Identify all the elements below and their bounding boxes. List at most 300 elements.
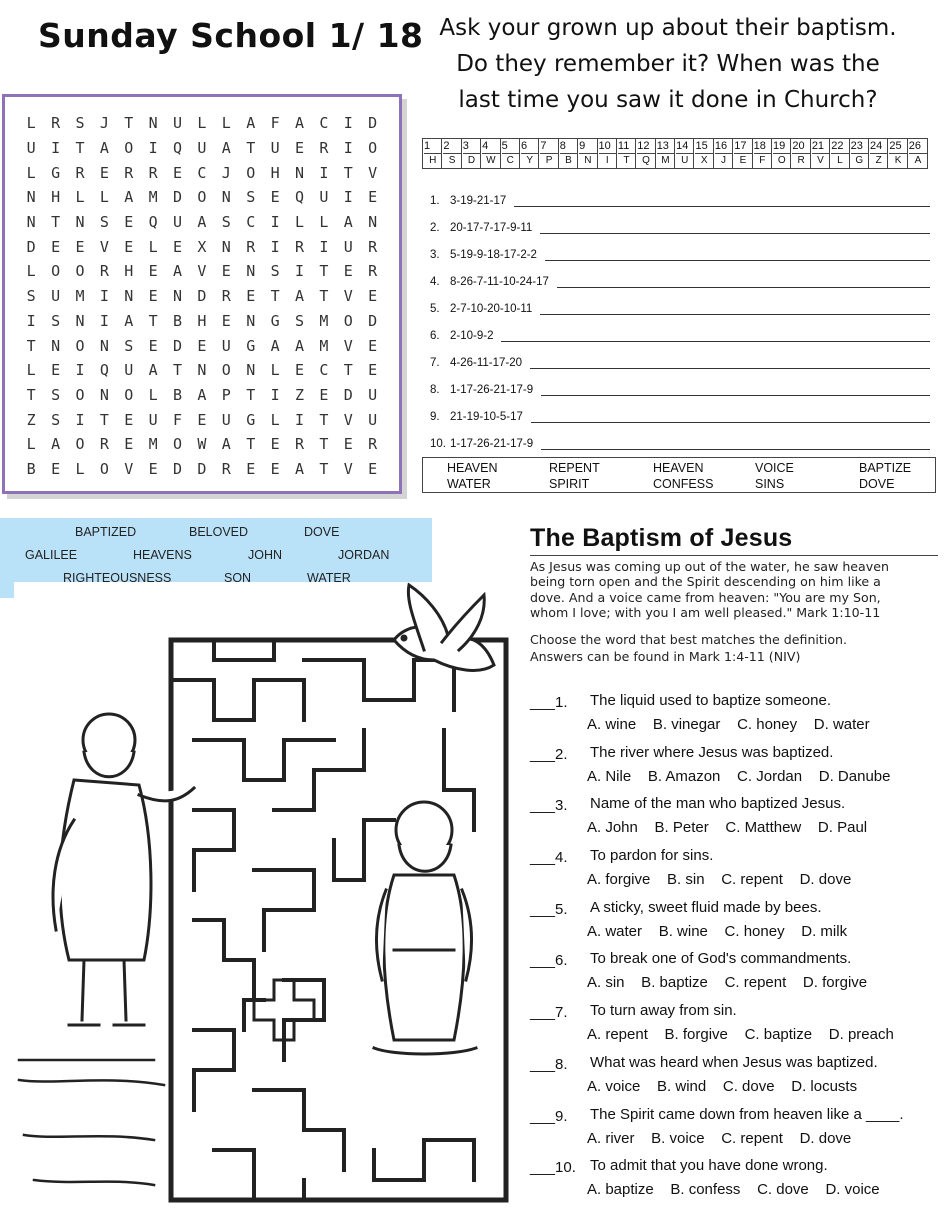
word-search-letter[interactable]: E <box>221 262 231 281</box>
word-search-letter[interactable]: E <box>148 336 158 355</box>
word-search-letter[interactable]: I <box>75 410 85 429</box>
verse-line: dove. And a voice came from heaven: "You are my Son, <box>530 589 881 605</box>
word-search-letter[interactable]: S <box>99 213 109 232</box>
word-search-letter[interactable]: S <box>246 188 256 207</box>
word-search-letter[interactable]: B <box>26 459 36 478</box>
word-search-letter[interactable]: L <box>197 114 207 133</box>
word-search-letter[interactable]: N <box>368 213 378 232</box>
word-search-letter[interactable]: R <box>246 237 256 256</box>
word-search-letter[interactable]: F <box>173 410 183 429</box>
answer-line[interactable] <box>540 313 930 315</box>
word-search-letter[interactable]: U <box>51 287 61 306</box>
code-sequence: 4-26-11-17-20 <box>450 357 523 369</box>
answer-line[interactable] <box>541 448 930 450</box>
word-search-letter[interactable]: U <box>26 139 36 158</box>
word-search-letter[interactable]: I <box>99 287 109 306</box>
word-search-letter[interactable]: U <box>173 114 183 133</box>
word-search-letter[interactable]: E <box>124 410 134 429</box>
word-search-letter[interactable]: I <box>270 237 280 256</box>
word-search-letter[interactable]: I <box>343 188 353 207</box>
answer-line[interactable] <box>531 421 930 423</box>
word-search-letter[interactable]: N <box>75 311 85 330</box>
word-search-letter[interactable]: M <box>319 311 329 330</box>
word-search-letter[interactable]: E <box>343 262 353 281</box>
word-search-letter[interactable]: S <box>270 262 280 281</box>
word-search-letter[interactable]: I <box>270 213 280 232</box>
word-search-letter[interactable]: R <box>368 237 378 256</box>
word-search-letter[interactable]: C <box>319 114 329 133</box>
word-search-letter[interactable]: G <box>246 410 256 429</box>
word-search-letter[interactable]: N <box>75 213 85 232</box>
word-search-letter[interactable]: R <box>294 237 304 256</box>
word-search-letter[interactable]: O <box>51 262 61 281</box>
word-search-letter[interactable]: T <box>148 311 158 330</box>
word-search-letter[interactable]: E <box>197 410 207 429</box>
cipher-cell <box>481 139 500 168</box>
word-search-letter[interactable]: A <box>294 287 304 306</box>
word-search-letter[interactable]: E <box>368 361 378 380</box>
word-search-letter[interactable]: L <box>75 188 85 207</box>
word-search-letter[interactable]: S <box>294 311 304 330</box>
word-search-letter[interactable]: A <box>99 139 109 158</box>
word-search-letter[interactable]: I <box>99 311 109 330</box>
answer-blank[interactable]: ___1. <box>530 694 568 711</box>
word-search-letter[interactable]: E <box>148 287 158 306</box>
word-search-letter[interactable]: D <box>173 336 183 355</box>
question-text: To break one of God's commandments. <box>590 950 852 968</box>
cipher-cell <box>462 139 481 168</box>
word-search-letter[interactable]: H <box>51 188 61 207</box>
word-search-letter[interactable]: I <box>75 361 85 380</box>
word-search-letter[interactable]: E <box>368 287 378 306</box>
word-search-letter[interactable]: S <box>51 410 61 429</box>
word-search-row <box>19 210 385 235</box>
word-search-letter[interactable]: E <box>319 385 329 404</box>
cipher-word-bank <box>422 457 936 493</box>
code-sequence: 2-10-9-2 <box>450 330 494 342</box>
word-search-letter[interactable]: A <box>343 213 353 232</box>
word-search-letter[interactable]: T <box>319 410 329 429</box>
cipher-letter: R <box>797 155 805 166</box>
answer-line[interactable] <box>557 286 930 288</box>
word-search-letter[interactable]: O <box>75 385 85 404</box>
word-search-letter[interactable]: N <box>246 262 256 281</box>
word-search-letter[interactable]: O <box>368 139 378 158</box>
word-search-letter[interactable]: O <box>343 311 353 330</box>
word-search-letter[interactable]: E <box>124 435 134 454</box>
answer-blank[interactable]: ___4. <box>530 849 568 867</box>
word-search-letter[interactable]: A <box>294 459 304 478</box>
word-search-letter[interactable]: U <box>368 410 378 429</box>
answer-options: A. Nile B. Amazon C. Jordan D. Danube <box>587 767 891 785</box>
answer-blank[interactable]: ___7. <box>530 1004 568 1022</box>
word-search-letter[interactable]: H <box>270 163 280 182</box>
code-row <box>430 369 930 396</box>
word-search-letter[interactable]: A <box>294 114 304 133</box>
word-search-letter[interactable]: A <box>124 311 134 330</box>
word-search-letter[interactable]: A <box>270 336 280 355</box>
cipher-number: 25 <box>889 139 906 154</box>
word-search-letter[interactable]: T <box>319 435 329 454</box>
word-search-letter[interactable]: E <box>173 237 183 256</box>
cipher-cell <box>694 139 713 168</box>
word-search-letter[interactable]: N <box>124 287 134 306</box>
word-search-letter[interactable]: F <box>270 114 280 133</box>
answer-options: A. sin B. baptize C. repent D. forgive <box>587 974 868 992</box>
word-search-letter[interactable]: I <box>26 311 36 330</box>
quiz-question <box>530 793 940 845</box>
word-search-letter[interactable]: T <box>343 163 353 182</box>
word-search-letter[interactable]: N <box>51 336 61 355</box>
word-search-letter[interactable]: E <box>124 237 134 256</box>
word-search-letter[interactable]: A <box>246 114 256 133</box>
answer-line[interactable] <box>540 232 930 234</box>
word-search-letter[interactable]: M <box>148 188 158 207</box>
cipher-letter: M <box>661 155 670 166</box>
word-search-letter[interactable]: U <box>197 139 207 158</box>
word-bank-item: WATER <box>447 477 491 491</box>
answer-blank[interactable]: ___10. <box>530 1159 576 1177</box>
word-search-letter[interactable]: D <box>343 385 353 404</box>
cipher-codes <box>430 180 930 450</box>
cipher-number: 8 <box>560 139 577 154</box>
word-search-letter[interactable]: E <box>368 336 378 355</box>
word-search-letter[interactable]: S <box>26 287 36 306</box>
word-search-letter[interactable]: V <box>343 287 353 306</box>
word-search-letter[interactable]: U <box>221 410 231 429</box>
word-search-letter[interactable]: N <box>197 361 207 380</box>
word-search-letter[interactable]: A <box>173 262 183 281</box>
word-search-letter[interactable]: J <box>99 114 109 133</box>
word-search-letter[interactable]: A <box>124 188 134 207</box>
word-search-letter[interactable]: L <box>26 262 36 281</box>
word-search-letter[interactable]: B <box>173 385 183 404</box>
word-search-letter[interactable]: D <box>197 287 207 306</box>
code-number: 5. <box>430 303 440 315</box>
word-search-letter[interactable]: A <box>51 435 61 454</box>
word-search-letter[interactable]: E <box>51 459 61 478</box>
word-search-letter[interactable]: L <box>26 114 36 133</box>
word-search-letter[interactable]: O <box>75 262 85 281</box>
answer-options: A. John B. Peter C. Matthew D. Paul <box>587 819 868 837</box>
word-search-letter[interactable]: E <box>173 163 183 182</box>
cipher-number: 26 <box>909 139 927 154</box>
cipher-number: 16 <box>715 139 732 154</box>
cipher-letter: I <box>605 155 609 166</box>
word-search-letter[interactable]: E <box>221 311 231 330</box>
word-search-letter[interactable]: C <box>246 213 256 232</box>
word-search-letter[interactable]: T <box>319 262 329 281</box>
cipher-number: 13 <box>657 139 674 154</box>
word-search-letter[interactable]: A <box>221 139 231 158</box>
word-search-letter[interactable]: N <box>294 163 304 182</box>
word-search-letter[interactable]: I <box>343 114 353 133</box>
word-search-letter[interactable]: Q <box>294 188 304 207</box>
word-search-letter[interactable]: U <box>148 410 158 429</box>
word-search-letter[interactable]: N <box>148 114 158 133</box>
word-search-letter[interactable]: B <box>173 311 183 330</box>
word-search-letter[interactable]: T <box>270 287 280 306</box>
cipher-cell <box>869 139 888 168</box>
word-search-letter[interactable]: R <box>124 163 134 182</box>
word-search-letter[interactable]: D <box>173 188 183 207</box>
word-search-letter[interactable]: T <box>75 139 85 158</box>
word-search-letter[interactable]: E <box>75 237 85 256</box>
answer-blank[interactable]: ___5. <box>530 900 568 918</box>
cipher-number: 18 <box>754 139 771 154</box>
word-search-letter[interactable]: R <box>148 163 158 182</box>
word-search-letter[interactable]: O <box>75 336 85 355</box>
word-search-letter[interactable]: T <box>99 410 109 429</box>
word-search-letter[interactable]: L <box>26 361 36 380</box>
word-search-letter[interactable]: E <box>51 237 61 256</box>
quiz-question <box>530 742 940 794</box>
word-search-letter[interactable]: R <box>319 139 329 158</box>
cipher-letter: K <box>894 155 902 166</box>
word-search-letter[interactable]: D <box>197 459 207 478</box>
code-row <box>430 288 930 315</box>
word-search-letter[interactable]: E <box>270 188 280 207</box>
word-search-letter[interactable]: G <box>246 336 256 355</box>
cipher-letter: Q <box>642 155 650 166</box>
question-text: To pardon for sins. <box>590 847 714 865</box>
word-search-letter[interactable]: E <box>148 262 158 281</box>
word-search-letter[interactable]: L <box>148 237 158 256</box>
word-search-letter[interactable]: T <box>51 213 61 232</box>
word-search-letter[interactable]: P <box>221 385 231 404</box>
word-search-letter[interactable]: O <box>173 435 183 454</box>
word-search-letter[interactable]: H <box>197 311 207 330</box>
word-search-letter[interactable]: D <box>368 114 378 133</box>
word-search-letter[interactable]: N <box>26 213 36 232</box>
word-search-letter[interactable]: N <box>221 188 231 207</box>
word-search-letter[interactable]: H <box>124 262 134 281</box>
word-search-letter[interactable]: U <box>319 188 329 207</box>
code-number: 8. <box>430 384 440 396</box>
word-search-letter[interactable]: R <box>221 287 231 306</box>
cipher-letter: D <box>467 155 476 166</box>
word-search-letter[interactable]: N <box>26 188 36 207</box>
word-search-letter[interactable]: U <box>221 336 231 355</box>
word-search-letter[interactable]: L <box>26 435 36 454</box>
word-search-letter[interactable]: N <box>221 237 231 256</box>
word-search-letter[interactable]: S <box>75 114 85 133</box>
word-search-letter[interactable]: G <box>270 311 280 330</box>
word-search-letter[interactable]: U <box>173 213 183 232</box>
word-search-letter[interactable]: E <box>99 163 109 182</box>
question-text: To turn away from sin. <box>590 1002 737 1020</box>
word-search-letter[interactable]: T <box>319 459 329 478</box>
word-search-letter[interactable]: I <box>294 410 304 429</box>
word-search-letter[interactable]: I <box>51 139 61 158</box>
word-list-item: BAPTIZED <box>75 525 137 539</box>
answer-line[interactable] <box>514 205 930 207</box>
quiz-question <box>530 1000 940 1052</box>
word-search-letter[interactable]: E <box>294 139 304 158</box>
answer-line[interactable] <box>545 259 930 261</box>
word-search-letter[interactable]: I <box>270 385 280 404</box>
answer-blank[interactable]: ___6. <box>530 952 568 970</box>
code-row <box>430 423 930 450</box>
word-search-word-list <box>0 518 432 585</box>
cipher-letter: X <box>700 155 708 166</box>
word-search-letter[interactable]: A <box>294 336 304 355</box>
code-number: 3. <box>430 249 440 261</box>
word-search-letter[interactable]: V <box>368 163 378 182</box>
word-search-letter[interactable]: I <box>148 139 158 158</box>
cipher-cell <box>791 139 810 168</box>
word-search-letter[interactable]: L <box>294 213 304 232</box>
word-search-letter[interactable]: E <box>148 459 158 478</box>
word-search-letter[interactable]: E <box>270 459 280 478</box>
word-search-letter[interactable]: L <box>319 213 329 232</box>
word-search-letter[interactable]: T <box>246 385 256 404</box>
word-search-letter[interactable]: I <box>343 139 353 158</box>
answer-line[interactable] <box>541 394 930 396</box>
word-search-letter[interactable]: I <box>319 163 329 182</box>
word-search-letter[interactable]: M <box>75 287 85 306</box>
word-search-letter[interactable]: U <box>343 237 353 256</box>
word-search-letter[interactable]: V <box>197 262 207 281</box>
word-search-letter[interactable]: E <box>51 361 61 380</box>
word-search-letter[interactable]: A <box>221 435 231 454</box>
word-search-letter[interactable]: T <box>26 336 36 355</box>
word-search-letter[interactable]: S <box>51 385 61 404</box>
cipher-number: 3 <box>463 139 480 154</box>
answer-line[interactable] <box>501 340 930 342</box>
word-search-letter[interactable]: R <box>99 435 109 454</box>
word-search-letter[interactable]: N <box>99 385 109 404</box>
word-search-letter[interactable]: Q <box>148 213 158 232</box>
code-number: 4. <box>430 276 440 288</box>
word-search-letter[interactable]: R <box>368 262 378 281</box>
word-search-letter[interactable]: N <box>173 287 183 306</box>
word-search-letter[interactable]: W <box>197 435 207 454</box>
word-search-letter[interactable]: L <box>270 410 280 429</box>
word-search-letter[interactable]: E <box>246 459 256 478</box>
word-search-letter[interactable]: M <box>148 435 158 454</box>
answer-line[interactable] <box>530 367 930 369</box>
word-search-letter[interactable]: O <box>124 385 134 404</box>
word-search-letter[interactable]: V <box>99 237 109 256</box>
word-search-letter[interactable]: L <box>26 163 36 182</box>
question-text: A sticky, sweet fluid made by bees. <box>590 898 822 916</box>
word-search-letter[interactable]: V <box>124 459 134 478</box>
word-search-letter[interactable]: N <box>246 361 256 380</box>
word-search-letter[interactable]: U <box>270 139 280 158</box>
word-search-letter[interactable]: J <box>221 163 231 182</box>
word-search-letter[interactable]: U <box>368 385 378 404</box>
word-search-letter[interactable]: M <box>319 336 329 355</box>
word-search-letter[interactable]: S <box>221 213 231 232</box>
code-row <box>430 342 930 369</box>
word-search-letter[interactable]: E <box>343 435 353 454</box>
word-search-letter[interactable]: I <box>294 262 304 281</box>
word-search-letter[interactable]: Z <box>294 385 304 404</box>
code-row <box>430 180 930 207</box>
word-search-letter[interactable]: D <box>173 459 183 478</box>
word-search-letter[interactable]: T <box>173 361 183 380</box>
word-search-letter[interactable]: R <box>294 435 304 454</box>
word-search-letter[interactable]: T <box>26 385 36 404</box>
word-search-letter[interactable]: L <box>75 459 85 478</box>
word-search-letter[interactable]: I <box>319 237 329 256</box>
word-search-letter[interactable]: D <box>26 237 36 256</box>
word-search-letter[interactable]: V <box>343 336 353 355</box>
prompt-line: last time you saw it done in Church? <box>458 87 878 113</box>
word-search-letter[interactable]: X <box>197 237 207 256</box>
word-search-letter[interactable]: T <box>246 139 256 158</box>
word-search-letter[interactable]: A <box>197 385 207 404</box>
cipher-cell <box>811 139 830 168</box>
word-search-letter[interactable]: N <box>99 336 109 355</box>
answer-options: A. repent B. forgive C. baptize D. preach <box>587 1026 894 1044</box>
word-search-letter[interactable]: R <box>51 114 61 133</box>
word-search-letter[interactable]: E <box>270 435 280 454</box>
word-search-letter[interactable]: E <box>246 287 256 306</box>
word-search-letter[interactable]: T <box>246 435 256 454</box>
word-search-letter[interactable]: S <box>124 336 134 355</box>
word-search-letter[interactable]: L <box>148 385 158 404</box>
word-search-letter[interactable]: E <box>368 188 378 207</box>
word-search-letter[interactable]: O <box>75 435 85 454</box>
word-search-letter[interactable]: D <box>368 311 378 330</box>
word-search-letter[interactable]: C <box>197 163 207 182</box>
cipher-number: 17 <box>734 139 751 154</box>
word-search-letter[interactable]: T <box>343 361 353 380</box>
answer-blank[interactable]: ___3. <box>530 797 568 815</box>
answer-blank[interactable]: ___8. <box>530 1055 568 1073</box>
word-search-letter[interactable]: T <box>319 287 329 306</box>
word-search-letter[interactable]: V <box>343 459 353 478</box>
word-search-letter[interactable]: O <box>197 188 207 207</box>
word-search-letter[interactable]: O <box>124 139 134 158</box>
word-search-letter[interactable]: E <box>368 459 378 478</box>
word-search-letter[interactable]: V <box>343 410 353 429</box>
word-list-item: GALILEE <box>25 548 78 562</box>
cipher-cell <box>578 139 597 168</box>
word-search-letter[interactable]: R <box>221 459 231 478</box>
word-search-letter[interactable]: L <box>221 114 231 133</box>
word-search-letter[interactable]: R <box>75 163 85 182</box>
code-number: 6. <box>430 330 440 342</box>
word-search-letter[interactable]: R <box>99 262 109 281</box>
word-search-letter[interactable]: O <box>246 163 256 182</box>
word-search-letter[interactable]: E <box>294 361 304 380</box>
word-search-letter[interactable]: E <box>124 213 134 232</box>
word-search-letter[interactable]: Q <box>99 361 109 380</box>
word-search-letter[interactable]: O <box>99 459 109 478</box>
word-search-letter[interactable]: U <box>124 361 134 380</box>
word-search-letter[interactable]: A <box>197 213 207 232</box>
word-search-letter[interactable]: T <box>124 114 134 133</box>
word-search-letter[interactable]: Q <box>173 139 183 158</box>
word-search-letter[interactable]: E <box>197 336 207 355</box>
word-search-letter[interactable]: S <box>51 311 61 330</box>
verse-line: whom I love; with you I am well pleased." Mark 1:10-11 <box>530 604 881 620</box>
word-search-letter[interactable]: Z <box>26 410 36 429</box>
answer-blank[interactable]: ___9. <box>530 1107 568 1125</box>
word-search-letter[interactable]: O <box>221 361 231 380</box>
word-search-letter[interactable]: A <box>148 361 158 380</box>
word-search-letter[interactable]: N <box>246 311 256 330</box>
word-search-letter[interactable]: L <box>99 188 109 207</box>
word-search-letter[interactable]: G <box>51 163 61 182</box>
answer-blank[interactable]: ___2. <box>530 745 568 763</box>
word-search-letter[interactable]: C <box>319 361 329 380</box>
word-search-letter[interactable]: R <box>368 435 378 454</box>
word-search-letter[interactable]: L <box>270 361 280 380</box>
